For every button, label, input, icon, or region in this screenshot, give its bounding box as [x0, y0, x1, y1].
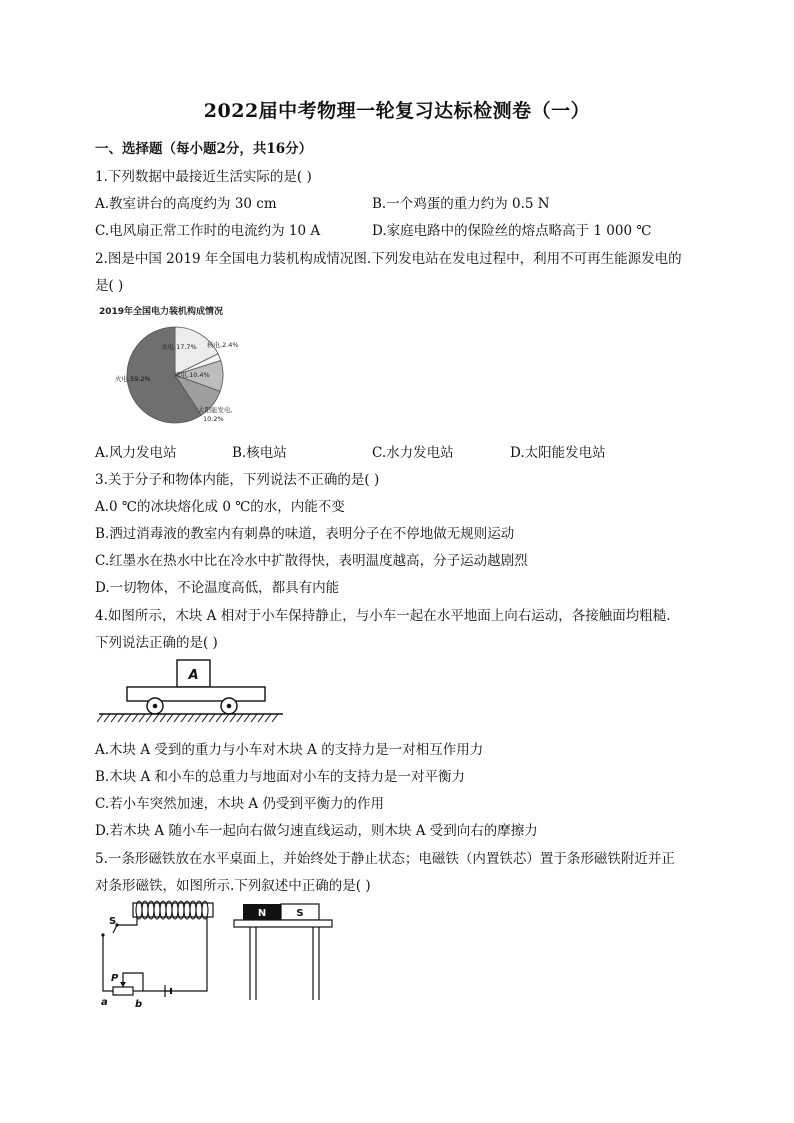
block-a-label: A — [188, 668, 199, 683]
cart-body — [127, 687, 265, 701]
page-title: 2022届中考物理一轮复习达标检测卷（一） — [203, 100, 591, 122]
ground-hatching — [97, 714, 278, 722]
q2-option-a: A.风力发电站 — [95, 445, 177, 461]
q3-option-c: C.红墨水在热水中比在冷水中扩散得快，表明温度越高，分子运动越剧烈 — [95, 553, 528, 569]
label-wind: 风电,10.4% — [174, 371, 210, 379]
label-solar-value: 10.2% — [203, 415, 224, 423]
q1-option-d: D.家庭电路中的保险丝的熔点略高于 1 000 ℃ — [372, 223, 652, 239]
q4-stem-line2: 下列说法正确的是( ) — [95, 635, 218, 651]
q4-option-c: C.若小车突然加速，木块 A 仍受到平衡力的作用 — [95, 796, 384, 812]
q4-option-a: A.木块 A 受到的重力与小车对木块 A 的支持力是一对相互作用力 — [95, 742, 484, 758]
q3-option-b: B.洒过消毒液的教室内有刺鼻的味道，表明分子在不停地做无规则运动 — [95, 526, 515, 542]
label-hydro: 水电,17.7% — [161, 343, 197, 351]
q1-option-a: A.教室讲台的高度约为 30 cm — [95, 196, 277, 212]
q2-stem-line2: 是( ) — [95, 278, 124, 294]
switch-label: S — [109, 916, 117, 927]
q1-option-c: C.电风扇正常工作时的电流约为 10 A — [95, 223, 321, 239]
label-solar: 太阳能发电, — [198, 406, 233, 414]
magnet-s-label: S — [296, 908, 304, 919]
q2-option-c: C.水力发电站 — [372, 445, 454, 461]
q4-option-d: D.若木块 A 随小车一起向右做匀速直线运动，则木块 A 受到向右的摩擦力 — [95, 823, 538, 839]
q2-option-b: B.核电站 — [232, 445, 287, 461]
q5-stem-line1: 5.一条形磁铁放在水平桌面上，并始终处于静止状态；电磁铁（内置铁芯）置于条形磁铁附近并正 — [95, 851, 675, 867]
q3-stem: 3.关于分子和物体内能，下列说法不正确的是( ) — [95, 472, 380, 488]
section-heading: 一、选择题（每小题2分，共16分） — [95, 141, 313, 157]
slider-p — [120, 982, 126, 987]
label-nuclear: 核电,2.4% — [207, 341, 239, 349]
q2-stem-line1: 2.图是中国 2019 年全国电力装机构成情况图.下列发电站在发电过程中，利用不可再生能源发电的 — [95, 251, 682, 267]
rheostat — [113, 987, 133, 995]
table-top — [234, 920, 332, 927]
slider-label: P — [111, 973, 119, 984]
q3-option-d: D.一切物体，不论温度高低，都具有内能 — [95, 580, 340, 596]
q1-stem: 1.下列数据中最接近生活实际的是( ) — [95, 169, 312, 185]
q3-option-a: A.0 ℃的冰块熔化成 0 ℃的水，内能不变 — [95, 499, 345, 515]
cart-block-diagram — [97, 656, 287, 726]
end-b-label: b — [135, 999, 143, 1010]
q5-stem-line2: 对条形磁铁，如图所示.下列叙述中正确的是( ) — [95, 878, 371, 894]
electromagnet-circuit-diagram — [95, 895, 335, 1010]
magnet-n-label: N — [257, 908, 267, 919]
q4-stem-line1: 4.如图所示，木块 A 相对于小车保持静止，与小车一起在水平地面上向右运动，各接触面均粗糙. — [95, 608, 671, 624]
q4-option-b: B.木块 A 和小车的总重力与地面对小车的支持力是一对平衡力 — [95, 769, 466, 785]
label-thermal: 火电,59.2% — [115, 375, 151, 383]
chart-title: 2019年全国电力装机构成情况 — [99, 307, 224, 317]
q2-option-d: D.太阳能发电站 — [510, 445, 606, 461]
q1-option-b: B.一个鸡蛋的重力约为 0.5 N — [372, 196, 550, 212]
power-pie-chart — [95, 301, 255, 429]
end-a-label: a — [101, 997, 108, 1008]
